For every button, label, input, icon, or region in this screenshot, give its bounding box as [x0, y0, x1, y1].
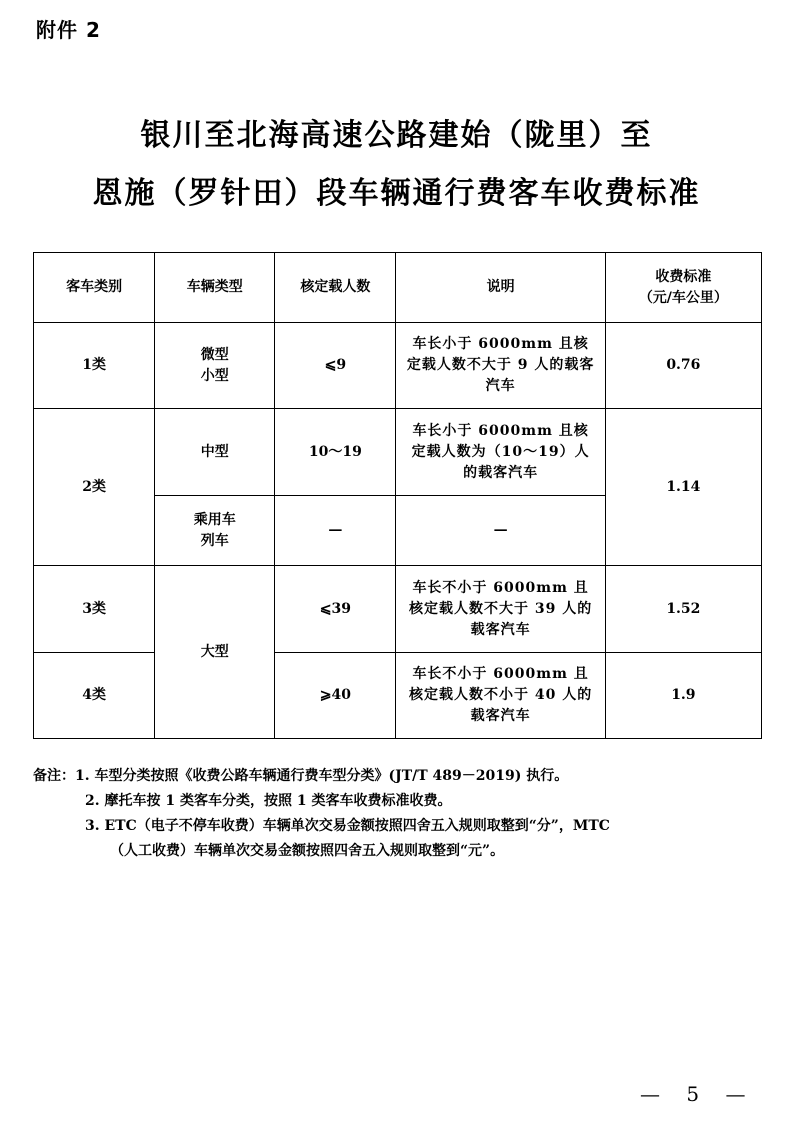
large-type: 大型 [155, 566, 275, 739]
note-3-line2: （人工收费）车辆单次交易金额按照四舍五入规则取整到“元”。 [110, 843, 505, 859]
class1-seats: ⩽9 [275, 323, 396, 409]
header-description: 说明 [396, 253, 605, 323]
class1-type-line1: 微型 [200, 346, 229, 363]
class4-seats: ⩾40 [275, 653, 396, 739]
class4-description: 车长不小于 6000mm 且核定载人数不小于 40 人的载客汽车 [396, 653, 605, 739]
class2-trailer-type-line2: 列车 [200, 532, 229, 549]
header-rate [605, 253, 761, 323]
document-title-line2: 恩施（罗针田）段车辆通行费客车收费标准 [92, 176, 701, 211]
table-row-class2-medium [34, 409, 762, 496]
class3-description: 车长不小于 6000mm 且核定载人数不大于 39 人的载客汽车 [396, 566, 605, 653]
header-category: 客车类别 [34, 253, 155, 323]
attachment-label: 附件 2 [36, 18, 101, 42]
page-number: — 5 — [640, 1082, 756, 1106]
class2-trailer-description: — [396, 496, 605, 566]
class2-medium-seats: 10～19 [275, 409, 396, 496]
header-vehicle-type: 车辆类型 [155, 253, 275, 323]
notes-section [33, 764, 768, 864]
class1-description: 车长小于 6000mm 且核定载人数不大于 9 人的载客汽车 [396, 323, 605, 409]
class4-rate: 1.9 [605, 653, 761, 739]
class2-rate: 1.14 [605, 409, 761, 566]
class2-trailer-seats: — [275, 496, 396, 566]
note-3-line1: 3. ETC（电子不停车收费）车辆单次交易金额按照四舍五入规则取整到“分”，MTC [85, 818, 610, 834]
note-2: 2. 摩托车按 1 类客车分类，按照 1 类客车收费标准收费。 [85, 793, 452, 809]
class2-medium-type: 中型 [155, 409, 275, 496]
table-row-class3 [34, 566, 762, 653]
class4-category: 4类 [34, 653, 155, 739]
class1-category: 1类 [34, 323, 155, 409]
class1-rate: 0.76 [605, 323, 761, 409]
table-row-class4 [34, 653, 762, 739]
header-rate-line1: 收费标准 [655, 268, 712, 285]
fee-standard-table [33, 252, 762, 739]
class2-medium-description: 车长小于 6000mm 且核定载人数为（10～19）人的载客汽车 [396, 409, 605, 496]
class3-seats: ⩽39 [275, 566, 396, 653]
class3-category: 3类 [34, 566, 155, 653]
header-seats: 核定载人数 [275, 253, 396, 323]
class1-type-line2: 小型 [200, 367, 229, 384]
class2-category: 2类 [34, 409, 155, 566]
class2-trailer-type [155, 496, 275, 566]
table-header-row [34, 253, 762, 323]
header-rate-line2: （元/车公里） [638, 289, 728, 306]
note-1: 备注：1. 车型分类按照《收费公路车辆通行费车型分类》(JT/T 489－2019) 执行。 [33, 768, 569, 784]
table-row-class1 [34, 323, 762, 409]
class3-rate: 1.52 [605, 566, 761, 653]
class2-trailer-type-line1: 乘用车 [193, 511, 236, 528]
document-title-line1: 银川至北海高速公路建始（陇里）至 [140, 118, 653, 153]
class1-type [155, 323, 275, 409]
